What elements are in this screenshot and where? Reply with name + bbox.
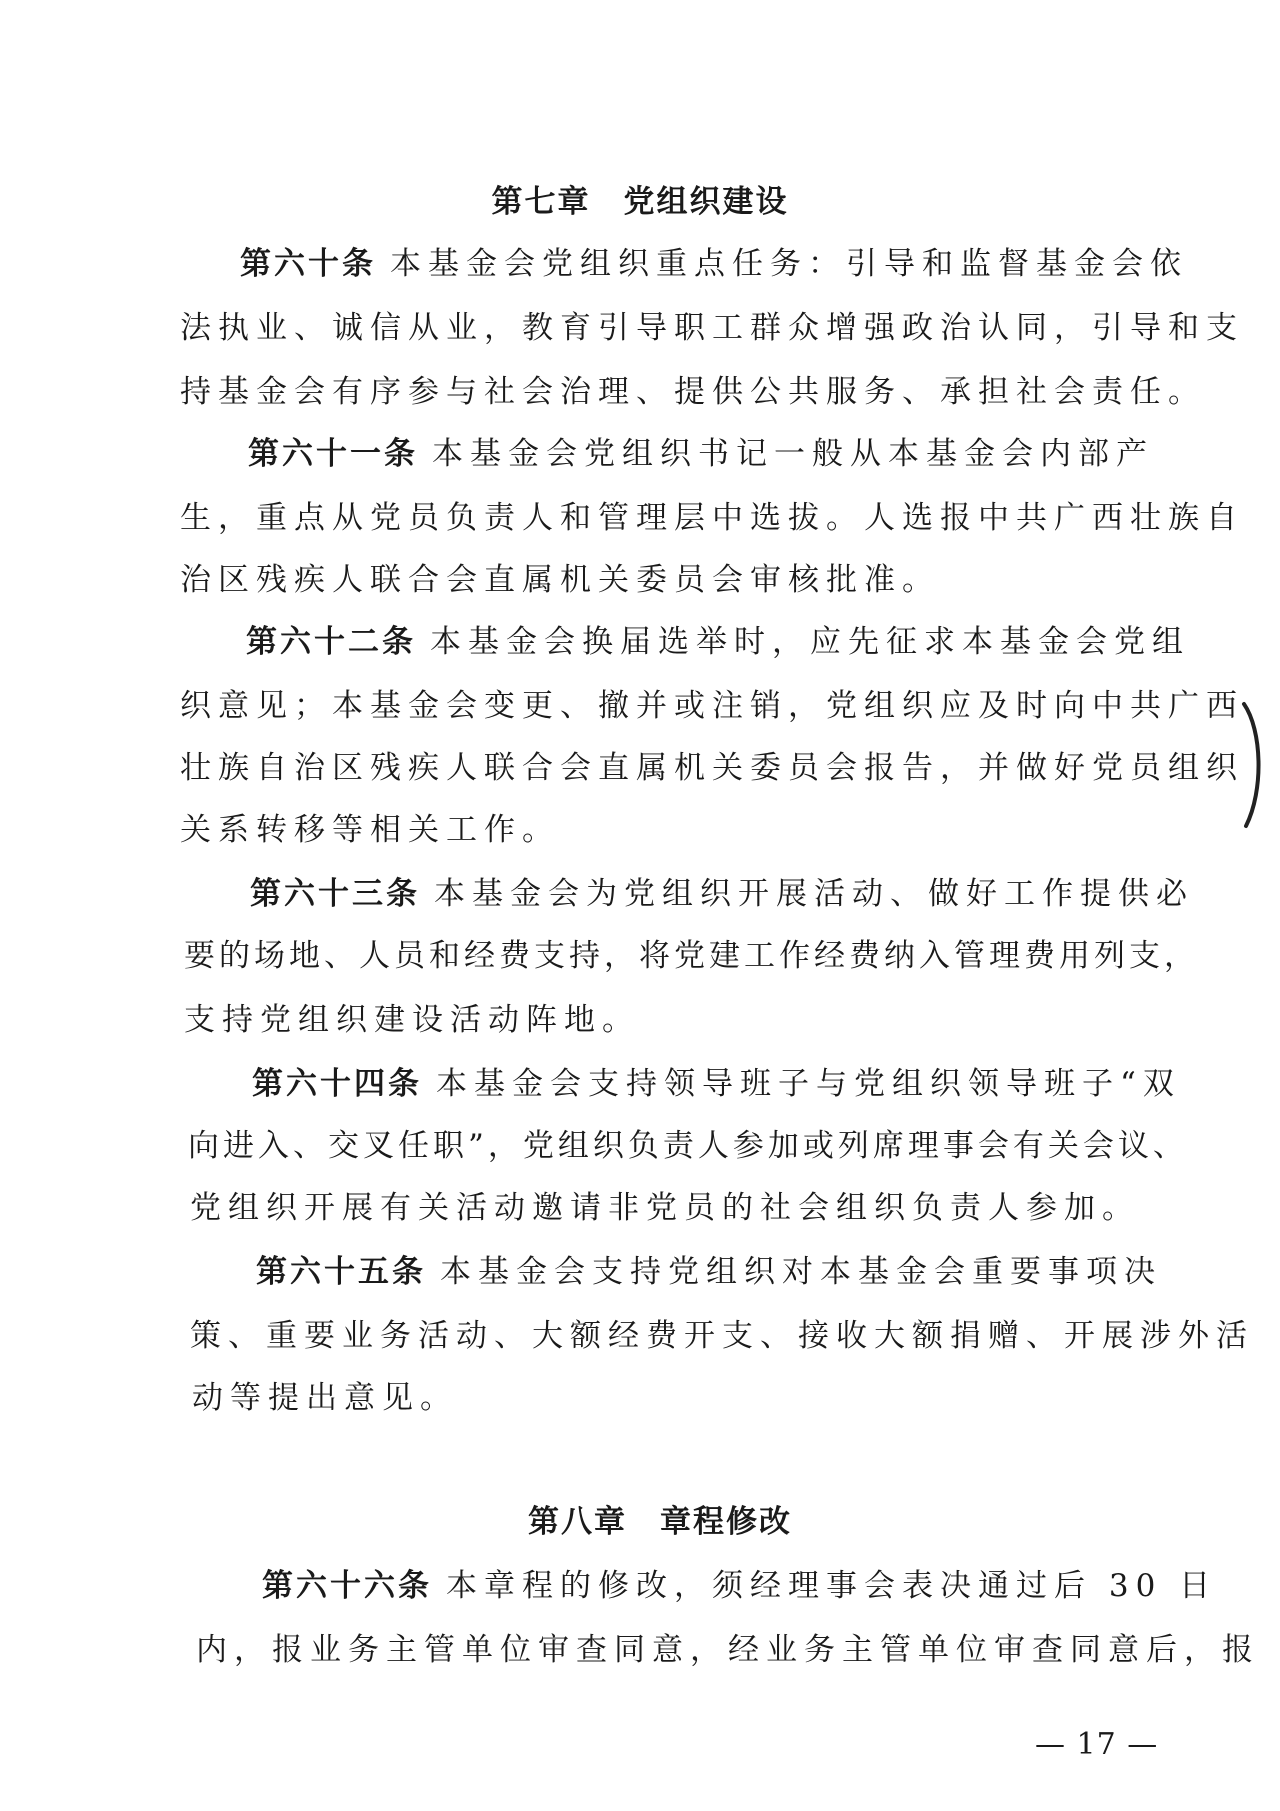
article-63-first-line (250, 868, 1194, 913)
article-62-text-line-4: 关系转移等相关工作。 (180, 812, 560, 848)
article-65-text-line-2: 策、重要业务活动、大额经费开支、接收大额捐赠、开展涉外活 (190, 1318, 1254, 1354)
chapter-7-title: 第七章 党组织建设 (491, 184, 789, 220)
article-61-label: 第六十一条 (248, 436, 418, 472)
article-60-label: 第六十条 (240, 246, 376, 282)
article-66-label: 第六十六条 (262, 1568, 432, 1604)
article-66-text-line-1: 本章程的修改，须经理事会表决通过后 30 日 (446, 1568, 1218, 1604)
article-64-text-line-3: 党组织开展有关活动邀请非党员的社会组织负责人参加。 (190, 1190, 1140, 1226)
article-63-text-line-1: 本基金会为党组织开展活动、做好工作提供必 (434, 876, 1194, 912)
article-62-text-line-2: 织意见；本基金会变更、撤并或注销，党组织应及时向中共广西 (180, 688, 1244, 724)
article-60-first-line (240, 238, 1188, 283)
article-61-text-line-2: 生，重点从党员负责人和管理层中选拔。人选报中共广西壮族自 (180, 500, 1244, 536)
article-63-text-line-2: 要的场地、人员和经费支持，将党建工作经费纳入管理费用列支， (184, 938, 1199, 974)
article-64-first-line (252, 1058, 1181, 1103)
article-66-text-line-2: 内，报业务主管单位审查同意，经业务主管单位审查同意后，报 (196, 1632, 1260, 1668)
article-60-text-line-1: 本基金会党组织重点任务：引导和监督基金会依 (390, 246, 1188, 282)
article-63-label: 第六十三条 (250, 876, 420, 912)
article-62-first-line (246, 616, 1190, 661)
article-65-first-line (256, 1246, 1162, 1291)
article-65-label: 第六十五条 (256, 1254, 426, 1290)
article-61-text-line-1: 本基金会党组织书记一般从本基金会内部产 (432, 436, 1154, 472)
article-63-text-line-3: 支持党组织建设活动阵地。 (184, 1002, 640, 1038)
article-61-text-line-3: 治区残疾人联合会直属机关委员会审核批准。 (180, 562, 940, 598)
article-65-text-line-3: 动等提出意见。 (192, 1380, 458, 1416)
article-62-text-line-3: 壮族自治区残疾人联合会直属机关委员会报告，并做好党员组织 (180, 750, 1244, 786)
article-60-text-line-3: 持基金会有序参与社会治理、提供公共服务、承担社会责任。 (180, 374, 1206, 410)
binding-mark-icon (1238, 700, 1268, 830)
article-64-text-line-2: 向进入、交叉任职”，党组织负责人参加或列席理事会有关会议、 (188, 1128, 1188, 1164)
article-62-label: 第六十二条 (246, 624, 416, 660)
article-64-label: 第六十四条 (252, 1066, 422, 1102)
article-60-text-line-2: 法执业、诚信从业，教育引导职工群众增强政治认同，引导和支 (180, 310, 1244, 346)
chapter-8-title: 第八章 章程修改 (528, 1504, 792, 1540)
article-66-first-line (262, 1560, 1217, 1605)
article-61-first-line (248, 428, 1154, 473)
page-number: — 17 — (1035, 1727, 1159, 1762)
article-64-text-line-1: 本基金会支持领导班子与党组织领导班子“双 (436, 1066, 1181, 1102)
article-62-text-line-1: 本基金会换届选举时，应先征求本基金会党组 (430, 624, 1190, 660)
article-65-text-line-1: 本基金会支持党组织对本基金会重要事项决 (440, 1254, 1162, 1290)
